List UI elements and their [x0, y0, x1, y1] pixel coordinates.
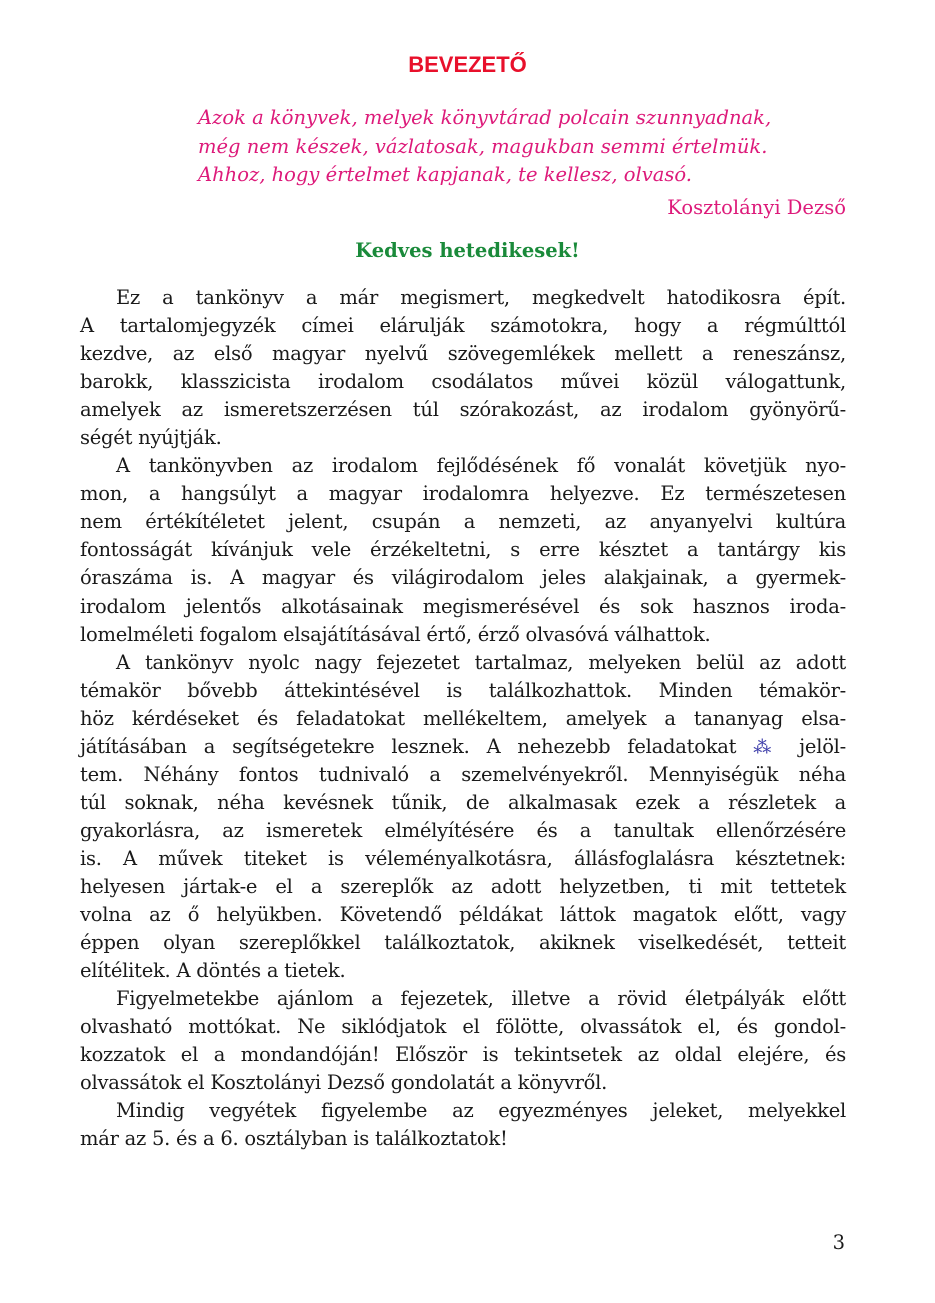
- paragraph-line: mon, a hangsúlyt a magyar irodalomra helyezve. Ez természetesen: [80, 482, 846, 506]
- paragraph-line: Figyelmetekbe ajánlom a fejezetek, illetve a rövid életpályák előtt: [116, 987, 846, 1011]
- paragraph-line: játításában a segítségetekre lesznek. A nehezebb feladatokat ⁂ jelöl-: [80, 734, 847, 758]
- paragraph-line: volna az ő helyükben. Követendő példákat láttok magatok előtt, vagy: [80, 903, 846, 927]
- motto: [198, 104, 848, 222]
- paragraph-line: Mindig vegyétek figyelembe az egyezményes jeleket, melyekkel: [116, 1099, 846, 1123]
- paragraph: [80, 985, 846, 1097]
- paragraph-line: éppen olyan szereplőkkel találkoztatok, akiknek viselkedését, tetteit: [80, 931, 846, 955]
- paragraph-line: túl soknak, néha kevésnek tűnik, de alkalmasak ezek a részletek a: [80, 790, 846, 814]
- motto-line: Azok a könyvek, melyek könyvtárad polcain szunnyadnak,: [198, 106, 772, 129]
- paragraph: [80, 1097, 846, 1153]
- paragraph-line: ségét nyújtják.: [80, 426, 222, 450]
- paragraph: [80, 452, 846, 648]
- paragraph-line: óraszáma is. A magyar és világirodalom jeles alakjainak, a gyermek-: [80, 566, 846, 590]
- chapter-heading: BEVEZETŐ: [408, 52, 527, 77]
- paragraph-line: gyakorlásra, az ismeretek elmélyítésére és a tanultak ellenőrzésére: [80, 818, 846, 842]
- page-number: 3: [832, 1231, 845, 1254]
- paragraph-line: már az 5. és a 6. osztályban is találkoztatok!: [80, 1127, 508, 1151]
- paragraph-line: barokk, klasszicista irodalom csodálatos művei közül válogattunk,: [80, 370, 846, 394]
- paragraph-line: olvassátok el Kosztolányi Dezső gondolatát a könyvről.: [80, 1071, 608, 1095]
- paragraph-line: höz kérdéseket és feladatokat mellékeltem, amelyek a tananyag elsa-: [80, 706, 846, 730]
- greeting: Kedves hetedikesek!: [355, 239, 580, 262]
- paragraph-line: irodalom jelentős alkotásainak megismerésével és sok hasznos iroda-: [80, 594, 846, 618]
- paragraph-line: olvasható mottókat. Ne siklódjatok el fölötte, olvassátok el, és gondol-: [80, 1015, 846, 1039]
- motto-line: még nem készek, vázlatosak, magukban semmi értelmük.: [198, 134, 768, 158]
- paragraph-line: amelyek az ismeretszerzésen túl szórakozást, az irodalom gyönyörű-: [80, 398, 846, 422]
- body-text: [80, 284, 846, 1153]
- paragraph-line: kezdve, az első magyar nyelvű szövegemlékek mellett a reneszánsz,: [80, 342, 846, 366]
- paragraph: [80, 284, 846, 452]
- difficulty-star-icon: ⁂: [753, 736, 783, 758]
- paragraph-line: Ez a tankönyv a már megismert, megkedvelt hatodikosra épít.: [116, 286, 846, 309]
- paragraph-line: fontosságát kívánjuk vele érzékeltetni, s erre késztet a tantárgy kis: [80, 538, 846, 562]
- paragraph-line: helyesen jártak-e el a szereplők az adott helyzetben, ti mit tettetek: [80, 874, 846, 898]
- paragraph-line: A tankönyvben az irodalom fejlődésének fő vonalát követjük nyo-: [116, 454, 846, 478]
- paragraph-line: lomelméleti fogalom elsajátításával értő, érző olvasóvá válhattok.: [80, 622, 711, 646]
- paragraph: [80, 649, 846, 986]
- paragraph-line: A tartalomjegyzék címei elárulják számotokra, hogy a régmúlttól: [80, 314, 846, 338]
- paragraph-line: elítélitek. A döntés a tietek.: [80, 959, 346, 983]
- paragraph-line: témakör bővebb áttekintésével is találkozhattok. Minden témakör-: [80, 678, 846, 702]
- paragraph-line: tem. Néhány fontos tudnivaló a szemelvényekről. Mennyiségük néha: [80, 762, 846, 786]
- paragraph-line: nem értékítéletet jelent, csupán a nemzeti, az anyanyelvi kultúra: [80, 510, 846, 534]
- motto-author: Kosztolányi Dezső: [667, 195, 846, 219]
- motto-line: Ahhoz, hogy értelmet kapjanak, te kellesz, olvasó.: [198, 163, 692, 186]
- paragraph-line: kozzatok el a mondandóján! Először is tekintsetek az oldal elejére, és: [80, 1043, 846, 1067]
- paragraph-line: A tankönyv nyolc nagy fejezetet tartalmaz, melyeken belül az adott: [116, 650, 846, 674]
- paragraph-line: is. A művek titeket is véleményalkotásra, állásfoglalásra késztetnek:: [80, 846, 846, 870]
